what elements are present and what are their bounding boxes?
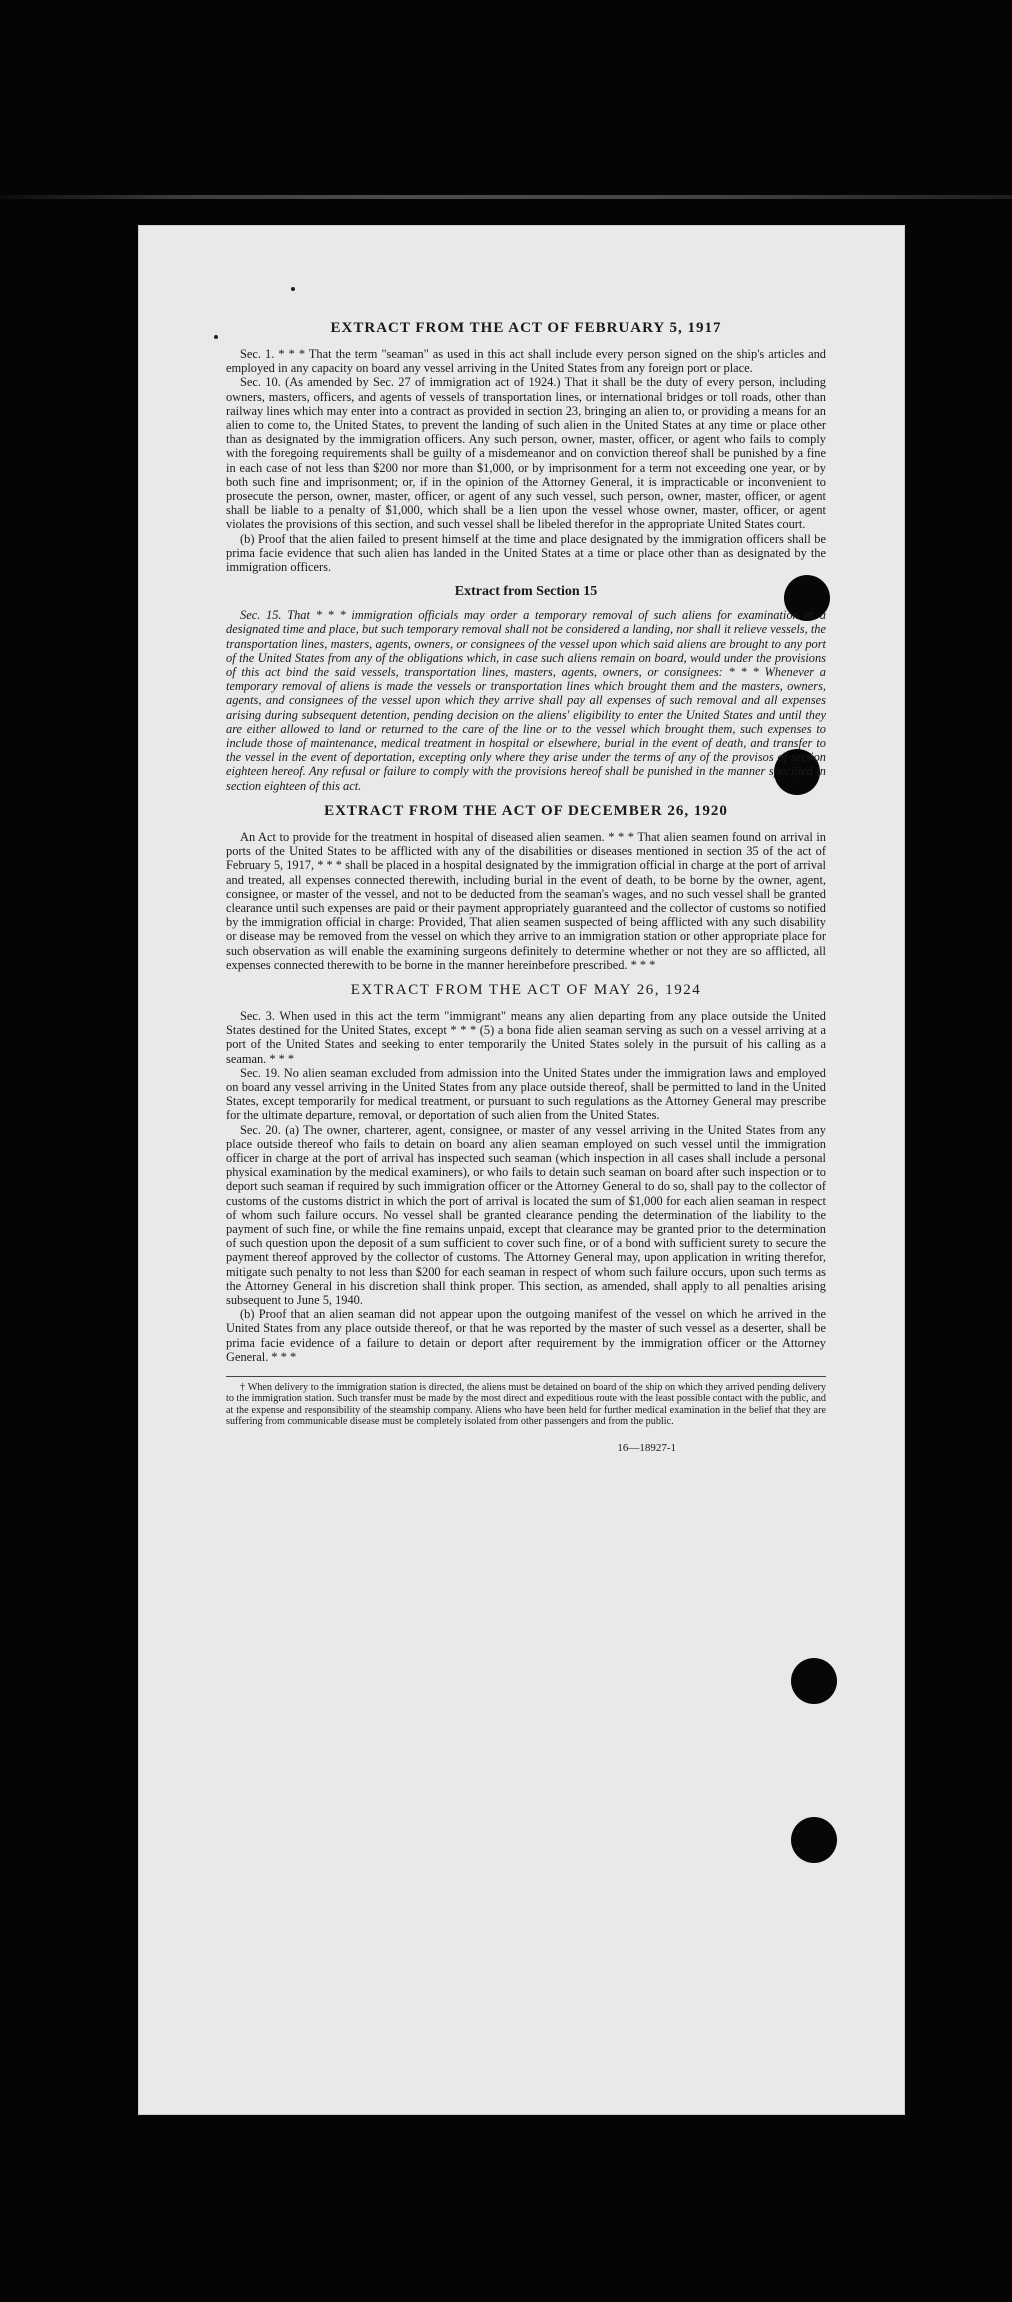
heading-act-1924: EXTRACT FROM THE ACT OF MAY 26, 1924 bbox=[350, 981, 702, 998]
heading-act-1917: EXTRACT FROM THE ACT OF FEBRUARY 5, 1917 bbox=[330, 320, 722, 336]
scan-edge-line bbox=[0, 195, 1012, 199]
document-text bbox=[226, 320, 826, 1454]
footnote bbox=[226, 1376, 826, 1428]
stray-mark bbox=[214, 335, 218, 339]
section-extract-15 bbox=[226, 584, 826, 793]
section-act-1917 bbox=[226, 320, 826, 574]
section-act-1924 bbox=[226, 982, 826, 1364]
paragraph-sec-20-b: (b) Proof that an alien seaman did not appear upon the outgoing manifest of the vessel on which he arrived in the United States from any place outside thereof, or that he was reported by the master of such vessel as a deserter, shall be prima facie evidence of a failure to detain or deport after requirement by the immigration officer or the Attorney General. * * * bbox=[226, 1307, 826, 1364]
heading-section-15: Extract from Section 15 bbox=[454, 584, 598, 600]
paragraph-sec-10-b: (b) Proof that the alien failed to present himself at the time and place designated by the immigration officers shall be prima facie evidence that such alien has landed in the United States at a time or place other than as designated by the immigration officers. bbox=[226, 531, 826, 575]
paragraph-act-1920: An Act to provide for the treatment in hospital of diseased alien seamen. * * * That alien seamen found on arrival in ports of the United States to be afflicted with any of the disabilities or diseases mentioned in section 35 of the act of February 5, 1917, * * * shall be placed in a hospital designated by the immigration official in charge at the port of arrival and treated, all expenses connected therewith, including burial in the event of death, to be borne by the owner, agent, consignee, or master of the vessel, and not to be deducted from the seaman's wages, and no such vessel shall be granted clearance until such expenses are paid or their payment appropriately guaranteed and the collector of customs so notified by the immigration official in charge: Provided, That alien seamen suspected of being afflicted with any such disability or disease may be removed from the vessel on which they arrive to an immigration station or other appropriate place for such observation as will enable the examining surgeons definitely to determine whether or not they are so afflicted, all expenses connected therewith to be borne in the manner hereinbefore prescribed. * * * bbox=[226, 829, 826, 972]
paragraph-sec-15: Sec. 15. That * * * immigration officials may order a temporary removal of such aliens for examination at a designated time and place, but such temporary removal shall not be considered a landing, nor shall it relieve vessels, the transportation lines, masters, agents, owners, or consignees of the vessel upon which said aliens are brought to any port of the United States from any of the obligations which, in case such aliens remain on board, would under the provisions of this act bind the said vessels, transportation lines, masters, agents, owners, or consignees: * * * Whenever a temporary removal of aliens is made the vessels or transportation lines which brought them and the masters, owners, agents, and consignees of the vessel upon which they arrive shall pay all expenses of such removal and all expenses arising during subsequent detention, pending decision on the aliens' eligibility to enter the United States and until they are either allowed to land or returned to the care of the line or to the vessel which brought them, such expenses to include those of maintenance, medical treatment in hospital or elsewhere, burial in the event of death, and transfer to the vessel in the event of deportation, excepting only where they arise under the terms of any of the provisos of section eighteen hereof. Any refusal or failure to comply with the provisions hereof shall be punished in the manner specified in section eighteen of this act. bbox=[226, 608, 826, 793]
paragraph-sec-19: Sec. 19. No alien seaman excluded from admission into the United States under the immigration laws and employed on board any vessel arriving in the United States from any place outside thereof, shall be permitted to land in the United States, except temporarily for medical treatment, or pursuant to such regulations as the Attorney General may prescribe for the ultimate departure, removal, or deportation of such alien from the United States. bbox=[226, 1065, 826, 1123]
paragraph-sec-10: Sec. 10. (As amended by Sec. 27 of immigration act of 1924.) That it shall be the duty of every person, including owners, masters, officers, and agents of vessels of transportation lines, or international bridges or toll roads, other than railway lines which may enter into a contract as provided in section 23, bringing an alien to, or providing a means for an alien to come to, the United States, to prevent the landing of such alien in the United States at any time or place other than as designated by the immigration officers. Any such person, owner, master, officer, or agent who fails to comply with the foregoing requirements shall be guilty of a misdemeanor and on conviction thereof shall be punished by a fine in each case of not less than $200 nor more than $1,000, or by imprisonment for a term not exceeding one year, or by both such fine and imprisonment; or, if in the opinion of the Attorney General, it is impracticable or inconvenient to prosecute the person, owner, master, officer, or agent of any such vessel, such person, owner, master, officer, or agent shall be liable to a penalty of $1,000, which shall be a lien upon the vessel whose owner, master, officer, or agent violates the provisions of this section, and such vessel shall be libeled therefor in the appropriate United States court. bbox=[226, 375, 826, 532]
footnote-text: † When delivery to the immigration station is directed, the aliens must be detained on board of the ship on which they arrived pending delivery to the immigration station. Such transfer must be made by the most direct and expeditious route with the least possible contact with the public, and at the expense and responsibility of the steamship company. Aliens who have been held for further medical examination in the belief that they are suffering from communicable disease must be completely isolated from other passengers and from the public. bbox=[226, 1382, 826, 1428]
section-act-1920 bbox=[226, 803, 826, 972]
heading-act-1920: EXTRACT FROM THE ACT OF DECEMBER 26, 1920 bbox=[324, 802, 728, 819]
document-page bbox=[138, 225, 905, 2115]
paragraph-sec-20: Sec. 20. (a) The owner, charterer, agent, consignee, or master of any vessel arriving in the United States from any place outside thereof who fails to detain on board any alien seaman employed on such vessel until the immigration officer in charge at the port of arrival has inspected such seaman (which inspection in all cases shall include a personal physical examination by the medical examiners), or who fails to detain such seaman on board after such inspection or to deport such seaman if required by such immigration officer or the Attorney General to do so, shall pay to the collector of customs of the customs district in which the port of arrival is located the sum of $1,000 for each alien seaman in respect of whom such failure occurs. No vessel shall be granted clearance pending the determination of the liability to the payment of such fine, or while the fine remains unpaid, except that clearance may be granted prior to the determination of such question upon the deposit of a sum sufficient to cover such fine, or of a bond with sufficient surety to secure the payment thereof approved by the collector of customs. The Attorney General may, upon application in writing therefor, mitigate such penalty to not less than $200 for each seaman in respect of whom such failure occurs, upon such terms as the Attorney General in his discretion shall think proper. This section, as amended, shall apply to all penalties arising subsequent to June 5, 1940. bbox=[226, 1122, 826, 1307]
punch-hole bbox=[791, 1817, 837, 1863]
form-number: 16—18927-1 bbox=[617, 1441, 676, 1454]
paragraph-sec-1: Sec. 1. * * * That the term "seaman" as used in this act shall include every person signed on the ship's articles and employed in any capacity on board any vessel arriving in the United States from any foreign port or place. bbox=[226, 347, 826, 376]
paragraph-sec-3: Sec. 3. When used in this act the term "immigrant" means any alien departing from any place outside the United States destined for the United States, except * * * (5) a bona fide alien seaman serving as such on a vessel arriving at a port of the United States and seeking to enter temporarily the United States solely in the pursuit of his calling as a seaman. * * * bbox=[226, 1008, 826, 1066]
punch-hole bbox=[791, 1658, 837, 1704]
stray-mark bbox=[291, 287, 295, 291]
